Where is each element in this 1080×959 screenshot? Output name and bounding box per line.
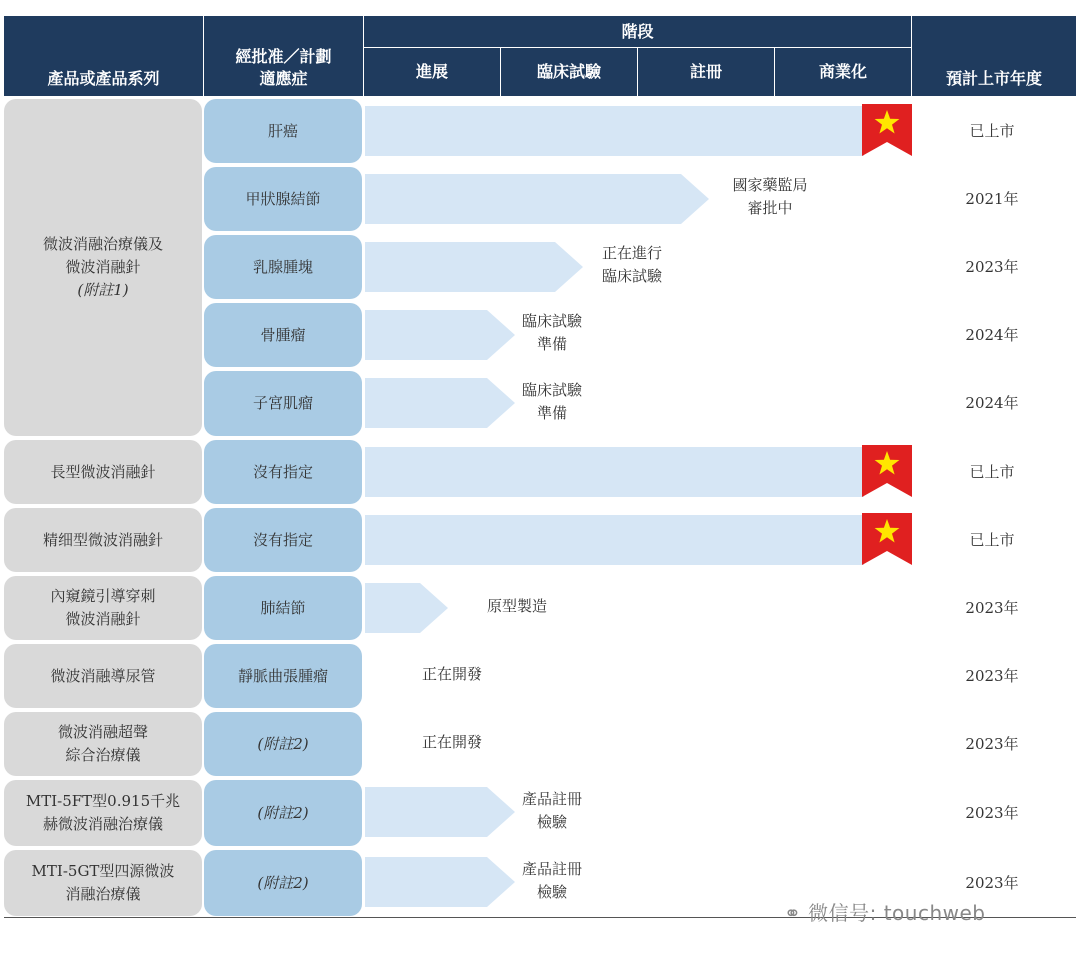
header-product [4,16,204,96]
wechat-icon: ⚭ [784,901,802,925]
indication-cell [204,644,362,708]
progress-arrow [365,447,864,497]
header-stage-progress [364,48,501,96]
header-stage-commercial [775,48,912,96]
indication-cell [204,371,362,436]
indication-label: 骨腫瘤 [260,325,306,344]
expected-year: 2023年 [965,257,1019,276]
stage-status: 臨床試驗 準備 [521,380,582,422]
progress-arrow [365,583,448,633]
stage-progress-label: 進展 [415,62,448,81]
launched-star-icon [862,445,912,497]
expected-year: 2023年 [965,666,1019,685]
expected-year: 2024年 [965,325,1019,344]
product-cell [4,99,202,436]
progress-arrow [365,242,583,292]
header-indication [204,16,364,96]
header-stage-label: 階段 [621,21,654,41]
indication-label: 乳腺腫塊 [252,257,313,276]
indication-label: 沒有指定 [252,462,313,481]
indication-cell [204,576,362,640]
stage-clinical-label: 臨床試驗 [536,62,601,81]
indication-cell [204,712,362,776]
stage-status: 產品註冊 檢驗 [521,790,582,831]
stage-status: 原型製造 [486,596,547,615]
indication-label: 沒有指定 [252,530,313,549]
stage-status: 產品註冊 檢驗 [521,860,582,901]
indication-cell [204,303,362,367]
product-name: MTI-5GT型四源微波 消融治療儀 [31,862,175,903]
stage-status: 正在進行 臨床試驗 [601,244,662,285]
expected-year: 2024年 [965,394,1019,412]
stage-status: 國家藥監局 審批中 [732,176,808,217]
product-name: 長型微波消融針 [50,462,156,481]
expected-year: 2023年 [965,734,1019,753]
progress-arrow [365,174,709,224]
header-stage [364,16,912,48]
indication-label: (附註2) [257,734,309,753]
watermark [784,897,986,926]
product-cell [4,712,202,776]
launched-star-icon [862,513,912,565]
stage-status: 臨床試驗 準備 [521,312,582,353]
stage-status: 正在開發 [421,732,482,751]
header-indication-label: 經批准／計劃 適應症 [235,47,332,88]
stage-registration-label: 註冊 [689,62,722,81]
expected-year: 2021年 [965,189,1019,208]
product-name: 精细型微波消融針 [42,530,163,549]
indication-label: 肝癌 [267,121,298,140]
expected-year: 已上市 [969,121,1015,140]
product-name: 微波消融治療儀及 微波消融針 [42,235,163,276]
indication-cell [204,780,362,846]
product-name: 內窺鏡引導穿刺 微波消融針 [50,587,156,628]
header-product-label: 產品或產品系列 [47,69,160,88]
stage-commercial-label: 商業化 [818,62,867,81]
product-name: 微波消融導尿管 [50,666,156,685]
indication-cell [204,167,362,231]
header-stage-registration [638,48,775,96]
product-name: MTI-5FT型0.915千兆 赫微波消融治療儀 [25,792,181,833]
progress-arrow [365,106,864,156]
indication-cell [204,850,362,916]
expected-year: 2023年 [965,803,1019,822]
indication-cell [204,440,362,504]
product-cell [4,576,202,640]
product-name: 微波消融超聲 綜合治療儀 [57,723,148,764]
stage-status: 正在開發 [421,664,482,683]
expected-year: 2023年 [965,873,1019,892]
launched-star-icon [862,104,912,156]
product-cell [4,508,202,572]
indication-label: 靜脈曲張腫瘤 [237,666,328,685]
expected-year: 已上市 [969,530,1015,549]
product-cell [4,644,202,708]
indication-cell [204,235,362,299]
header-expected-year [912,16,1076,96]
indication-label: 肺結節 [260,598,306,617]
watermark-text: 微信号: touchweb [808,901,986,925]
product-note: (附註1) [77,281,129,299]
indication-label: (附註2) [257,873,309,892]
product-cell [4,850,202,916]
progress-arrow [365,515,864,565]
indication-label: 甲狀腺結節 [245,189,321,208]
product-cell [4,780,202,846]
indication-cell [204,99,362,163]
indication-label: (附註2) [257,803,309,822]
expected-year: 已上市 [969,462,1015,481]
indication-label: 子宮肌瘤 [252,394,313,412]
expected-year-label: 預計上市年度 [945,69,1042,88]
header-stage-clinical [501,48,638,96]
indication-cell [204,508,362,572]
expected-year: 2023年 [965,598,1019,617]
product-cell [4,440,202,504]
